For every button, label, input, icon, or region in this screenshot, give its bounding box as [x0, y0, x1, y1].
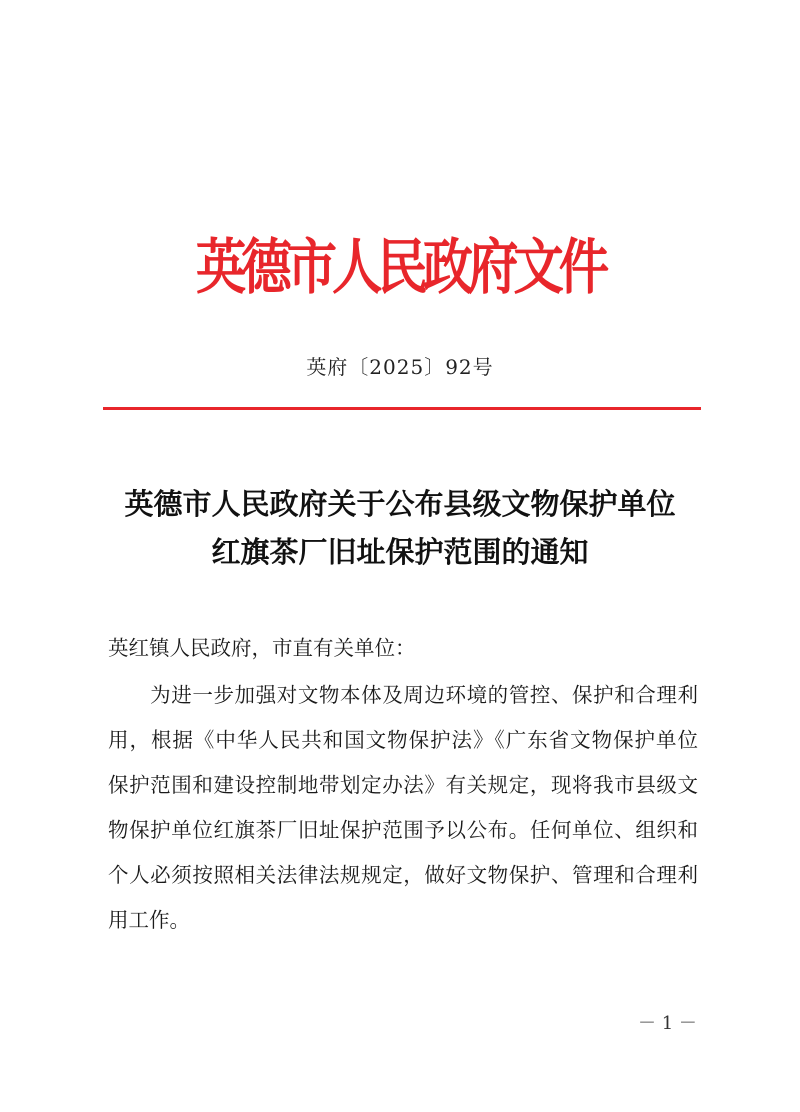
document-title — [0, 480, 800, 576]
issuer-header: 英德市人民政府文件 — [195, 233, 605, 303]
body-line: 个人必须按照相关法律法规规定，做好文物保护、管理和合理利 — [108, 863, 698, 887]
body-paragraph — [108, 675, 698, 945]
addressee: 英红镇人民政府，市直有关单位： — [108, 636, 416, 660]
document-number: 英府〔2025〕92号 — [306, 355, 494, 379]
body-line: 为进一步加强对文物本体及周边环境的管控、保护和合理利 — [108, 683, 698, 707]
page-number: － 1 － — [638, 1013, 697, 1034]
body-line: 用工作。 — [108, 908, 190, 932]
title-line: 英德市人民政府关于公布县级文物保护单位 — [124, 487, 676, 521]
title-line: 红旗茶厂旧址保护范围的通知 — [211, 535, 589, 569]
body-line: 用，根据《中华人民共和国文物保护法》《广东省文物保护单位 — [108, 728, 698, 752]
red-separator-rule — [103, 407, 701, 410]
body-line: 保护范围和建设控制地带划定办法》有关规定，现将我市县级文 — [108, 773, 698, 797]
body-line: 物保护单位红旗茶厂旧址保护范围予以公布。任何单位、组织和 — [108, 818, 698, 842]
